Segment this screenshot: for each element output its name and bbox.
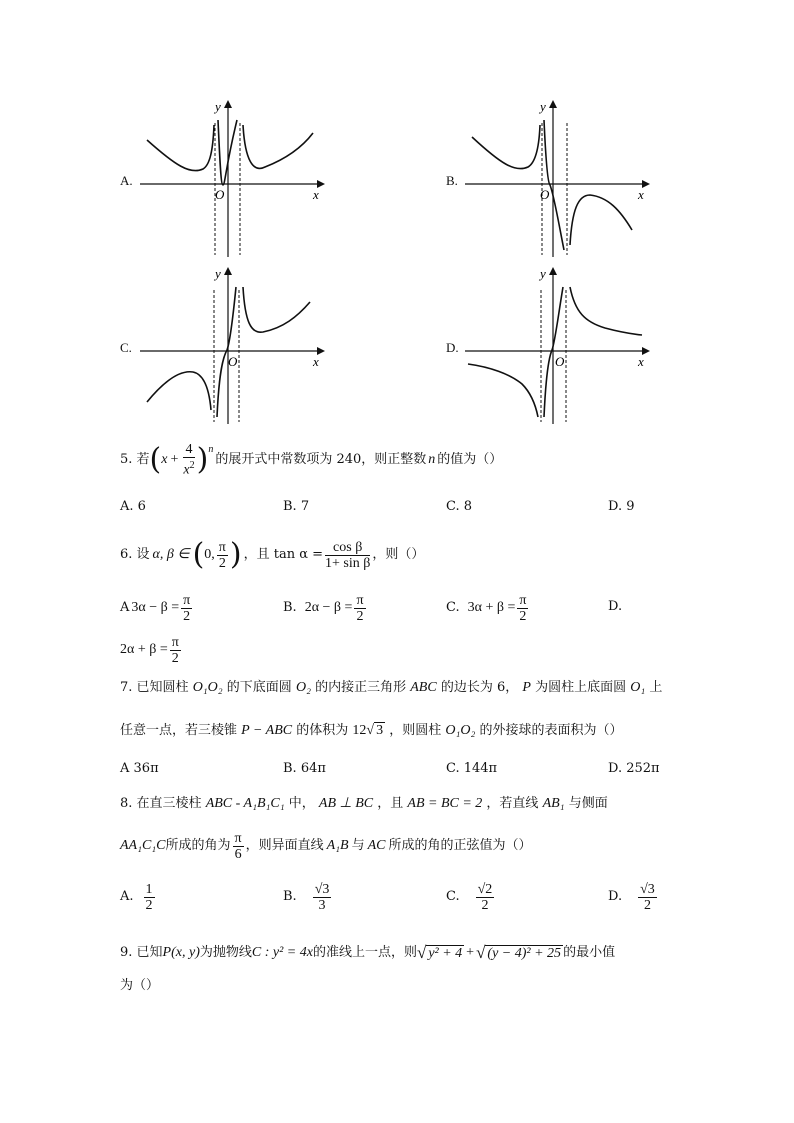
q8-opt-a-label: A. — [120, 889, 134, 904]
q6-interval-left: 0, — [204, 547, 215, 562]
q6-opt-d-expr: 2α + β = — [120, 642, 168, 657]
q7-line-1 — [120, 680, 662, 696]
q7-vol-coef: 12 — [352, 723, 367, 738]
q8-ab1: AB₁ — [542, 796, 565, 811]
q9-sqrt-1: √ — [416, 943, 427, 962]
q8-prism: ABC - A₁B₁C₁ — [205, 796, 285, 811]
q7-line-2 — [120, 722, 623, 739]
q5-text: 的展开式中常数项为 240，则正整数 — [215, 452, 427, 467]
q9-l1c: 的准线上一点，则 — [312, 945, 417, 960]
q7-o1o2-2: O₁O₂ — [445, 723, 476, 738]
q6-opt-c-two: 2 — [519, 608, 527, 624]
q6-opt-a-two: 2 — [183, 608, 191, 624]
q8-opt-d-label: D. — [608, 889, 623, 904]
q7-abc: ABC — [410, 680, 437, 695]
q8-l2d: 所成的角的正弦值为（） — [388, 838, 532, 853]
graph-b — [460, 95, 660, 260]
q8-option-d[interactable] — [608, 878, 659, 916]
q8-opt-d-frac — [638, 882, 657, 913]
q8-opt-c-den: 2 — [481, 897, 489, 913]
q6-opt-d-pi: π — [171, 634, 179, 650]
q7-l2c: ，则圆柱 — [389, 723, 442, 738]
q6-frac-den: 1+ sin β — [325, 555, 371, 571]
q6-tail: ，则（） — [372, 547, 425, 562]
q9-l1a: 9. 已知 — [120, 945, 163, 960]
q7-l1f: 上 — [649, 680, 663, 695]
q6-option-b[interactable] — [283, 590, 368, 626]
q6-frac-num: cos β — [325, 540, 370, 556]
q9-line-1 — [120, 940, 615, 966]
q6-opt-d-frac — [170, 635, 181, 666]
q6-opt-b-pi: π — [356, 592, 364, 608]
q5-option-c[interactable]: C. 8 — [446, 499, 473, 514]
q5-exponent: n — [208, 444, 214, 455]
q6-opt-b-two: 2 — [356, 608, 364, 624]
q6-opt-a-pi: π — [183, 592, 191, 608]
q5-frac-den-wrap — [183, 458, 194, 478]
q5-frac-den: x — [183, 462, 190, 478]
q8-line-1 — [120, 796, 608, 812]
graph-b-x: x — [638, 187, 644, 202]
q8-l1c: ，且 — [377, 796, 404, 811]
graph-a-origin: O — [215, 187, 225, 202]
q6-option-d[interactable] — [120, 632, 183, 668]
q8-l2a: 所成的角为 — [165, 838, 231, 853]
q6-left-paren: ( — [192, 537, 205, 572]
q8-opt-a-frac — [144, 882, 155, 913]
q8-l1d: ，若直线 — [486, 796, 539, 811]
q6-option-d-label[interactable]: D. — [608, 599, 623, 614]
graph-d-x: x — [638, 354, 644, 369]
q9-curve: C : y² = 4x — [251, 945, 313, 960]
q8-opt-c-num: √2 — [477, 881, 493, 897]
q9-l1d: 的最小值 — [563, 945, 616, 960]
q8-opt-d-den: 2 — [643, 897, 651, 913]
graph-c-x: x — [313, 354, 319, 369]
q5-x: x — [161, 452, 168, 467]
q8-l2c: 与 — [351, 838, 365, 853]
graph-b-y: y — [540, 99, 546, 114]
q7-l1b: 的下底面圆 — [226, 680, 292, 695]
q8-option-c[interactable] — [446, 878, 496, 916]
q8-opt-c-frac — [476, 882, 495, 913]
q6-right-paren: ) — [229, 537, 242, 572]
question-6 — [120, 535, 424, 575]
q7-l2d: 的外接球的表面积为（） — [479, 723, 623, 738]
q8-line-2 — [120, 826, 532, 866]
q6-opt-a-frac — [181, 593, 192, 624]
graph-a-x: x — [313, 187, 319, 202]
q6-opt-c-pi: π — [519, 592, 527, 608]
q7-option-d[interactable]: D. 252π — [608, 761, 660, 776]
q8-l1e: 与侧面 — [568, 796, 608, 811]
q8-option-a[interactable] — [120, 878, 157, 916]
q9-line-2: 为（） — [120, 978, 160, 993]
q7-option-c[interactable]: C. 144π — [446, 761, 498, 776]
q9-plus: + — [466, 945, 475, 960]
q6-opt-c-expr: 3α + β = — [467, 600, 516, 615]
q6-interval-den: 2 — [218, 555, 226, 571]
q6-mid: ，且 tan α = — [243, 547, 324, 562]
q6-opt-b-frac — [354, 593, 365, 624]
q7-l1a: 7. 已知圆柱 — [120, 680, 189, 695]
q5-fraction — [183, 442, 194, 478]
q6-opt-b-label: B. — [283, 600, 297, 615]
q5-tail: 的值为（） — [437, 452, 503, 467]
q7-p: P — [522, 680, 531, 695]
q7-l2a: 任意一点，若三棱锥 — [120, 723, 238, 738]
q5-plus: + — [170, 452, 179, 467]
q8-a1b: A₁B — [326, 838, 349, 853]
graph-c-label: C. — [120, 340, 132, 355]
q6-vars: α, β ∈ — [152, 547, 190, 562]
q7-l2b: 的体积为 — [296, 723, 349, 738]
graph-b-label: B. — [446, 173, 458, 188]
q8-option-b[interactable] — [283, 878, 333, 916]
q5-left-paren: ( — [149, 442, 162, 477]
q6-opt-a-expr: 3α − β = — [131, 600, 180, 615]
q8-opt-a-den: 2 — [145, 897, 153, 913]
q6-fraction — [325, 540, 370, 571]
q7-vol-rad: 3 — [376, 723, 384, 738]
q5-n: n — [428, 452, 436, 467]
q8-opt-a-num: 1 — [145, 881, 153, 897]
q7-o1: O₁ — [630, 680, 646, 695]
q8-angle-frac — [233, 831, 244, 862]
q7-l1e: 为圆柱上底面圆 — [535, 680, 627, 695]
q6-opt-b-expr: 2α − β = — [304, 600, 353, 615]
q6-opt-c-frac — [517, 593, 528, 624]
q8-l2b: ，则异面直线 — [245, 838, 324, 853]
q8-angle-den: 6 — [234, 846, 242, 862]
q7-l1d: 的边长为 6， — [440, 680, 519, 695]
q5-option-d[interactable]: D. 9 — [608, 499, 635, 514]
q7-l1c: 的内接正三角形 — [315, 680, 407, 695]
graph-d-origin: O — [555, 354, 565, 369]
q8-opt-b-frac — [313, 882, 332, 913]
q5-frac-den-exp: 2 — [189, 460, 195, 472]
q9-l1b: 为抛物线 — [199, 945, 252, 960]
q5-right-paren: ) — [196, 442, 209, 477]
q7-pabc: P − ABC — [241, 723, 293, 738]
q9-point: P(x, y) — [162, 945, 200, 960]
q7-option-a[interactable]: A 36π — [120, 761, 159, 776]
q5-option-b[interactable]: B. 7 — [283, 499, 310, 514]
graph-d — [460, 262, 660, 427]
q8-l1b: 中， — [288, 796, 315, 811]
q6-option-c[interactable] — [446, 590, 530, 626]
q8-perp: AB ⊥ BC — [318, 796, 374, 811]
q7-o1o2: O₁O₂ — [192, 680, 223, 695]
q9-sqrt-2: √ — [476, 943, 486, 962]
question-5 — [120, 440, 502, 480]
q8-ac: AC — [367, 838, 386, 853]
graph-a-label: A. — [120, 173, 133, 188]
graph-options — [0, 0, 794, 440]
q5-frac-num: 4 — [183, 442, 194, 458]
graph-a — [135, 95, 335, 260]
q5-number: 5. 若 — [120, 452, 150, 467]
q8-opt-b-den: 3 — [318, 897, 326, 913]
q8-opt-b-label: B. — [283, 889, 297, 904]
q9-rad-1: y² + 4 — [428, 945, 463, 961]
q8-opt-c-label: C. — [446, 889, 460, 904]
graph-d-label: D. — [446, 340, 459, 355]
q6-interval-frac — [217, 540, 228, 571]
q5-option-a[interactable]: A. 6 — [120, 499, 146, 514]
q8-eq: AB = BC = 2 — [407, 796, 483, 811]
graph-c-y: y — [215, 266, 221, 281]
q8-opt-b-num: √3 — [314, 881, 330, 897]
q8-l1a: 8. 在直三棱柱 — [120, 796, 202, 811]
graph-c-origin: O — [228, 354, 238, 369]
q6-option-a[interactable] — [120, 590, 194, 626]
q9-rad-2: (y − 4)² + 25 — [487, 945, 562, 961]
graph-d-y: y — [540, 266, 546, 281]
q6-number: 6. 设 — [120, 547, 150, 562]
q7-option-b[interactable]: B. 64π — [283, 761, 326, 776]
q7-o2: O₂ — [295, 680, 311, 695]
graph-c — [135, 262, 335, 427]
q6-opt-a-label: A — [120, 600, 130, 615]
q8-face: AA₁C₁C — [120, 838, 166, 853]
q7-volume: 12√ 3 — [352, 723, 384, 738]
graph-b-origin: O — [540, 187, 550, 202]
q6-interval-num: π — [218, 539, 226, 555]
q6-opt-c-label: C. — [446, 600, 460, 615]
q6-opt-d-two: 2 — [171, 650, 179, 666]
graph-a-y: y — [215, 99, 221, 114]
q8-angle-num: π — [234, 830, 242, 846]
q8-opt-d-num: √3 — [640, 881, 655, 897]
